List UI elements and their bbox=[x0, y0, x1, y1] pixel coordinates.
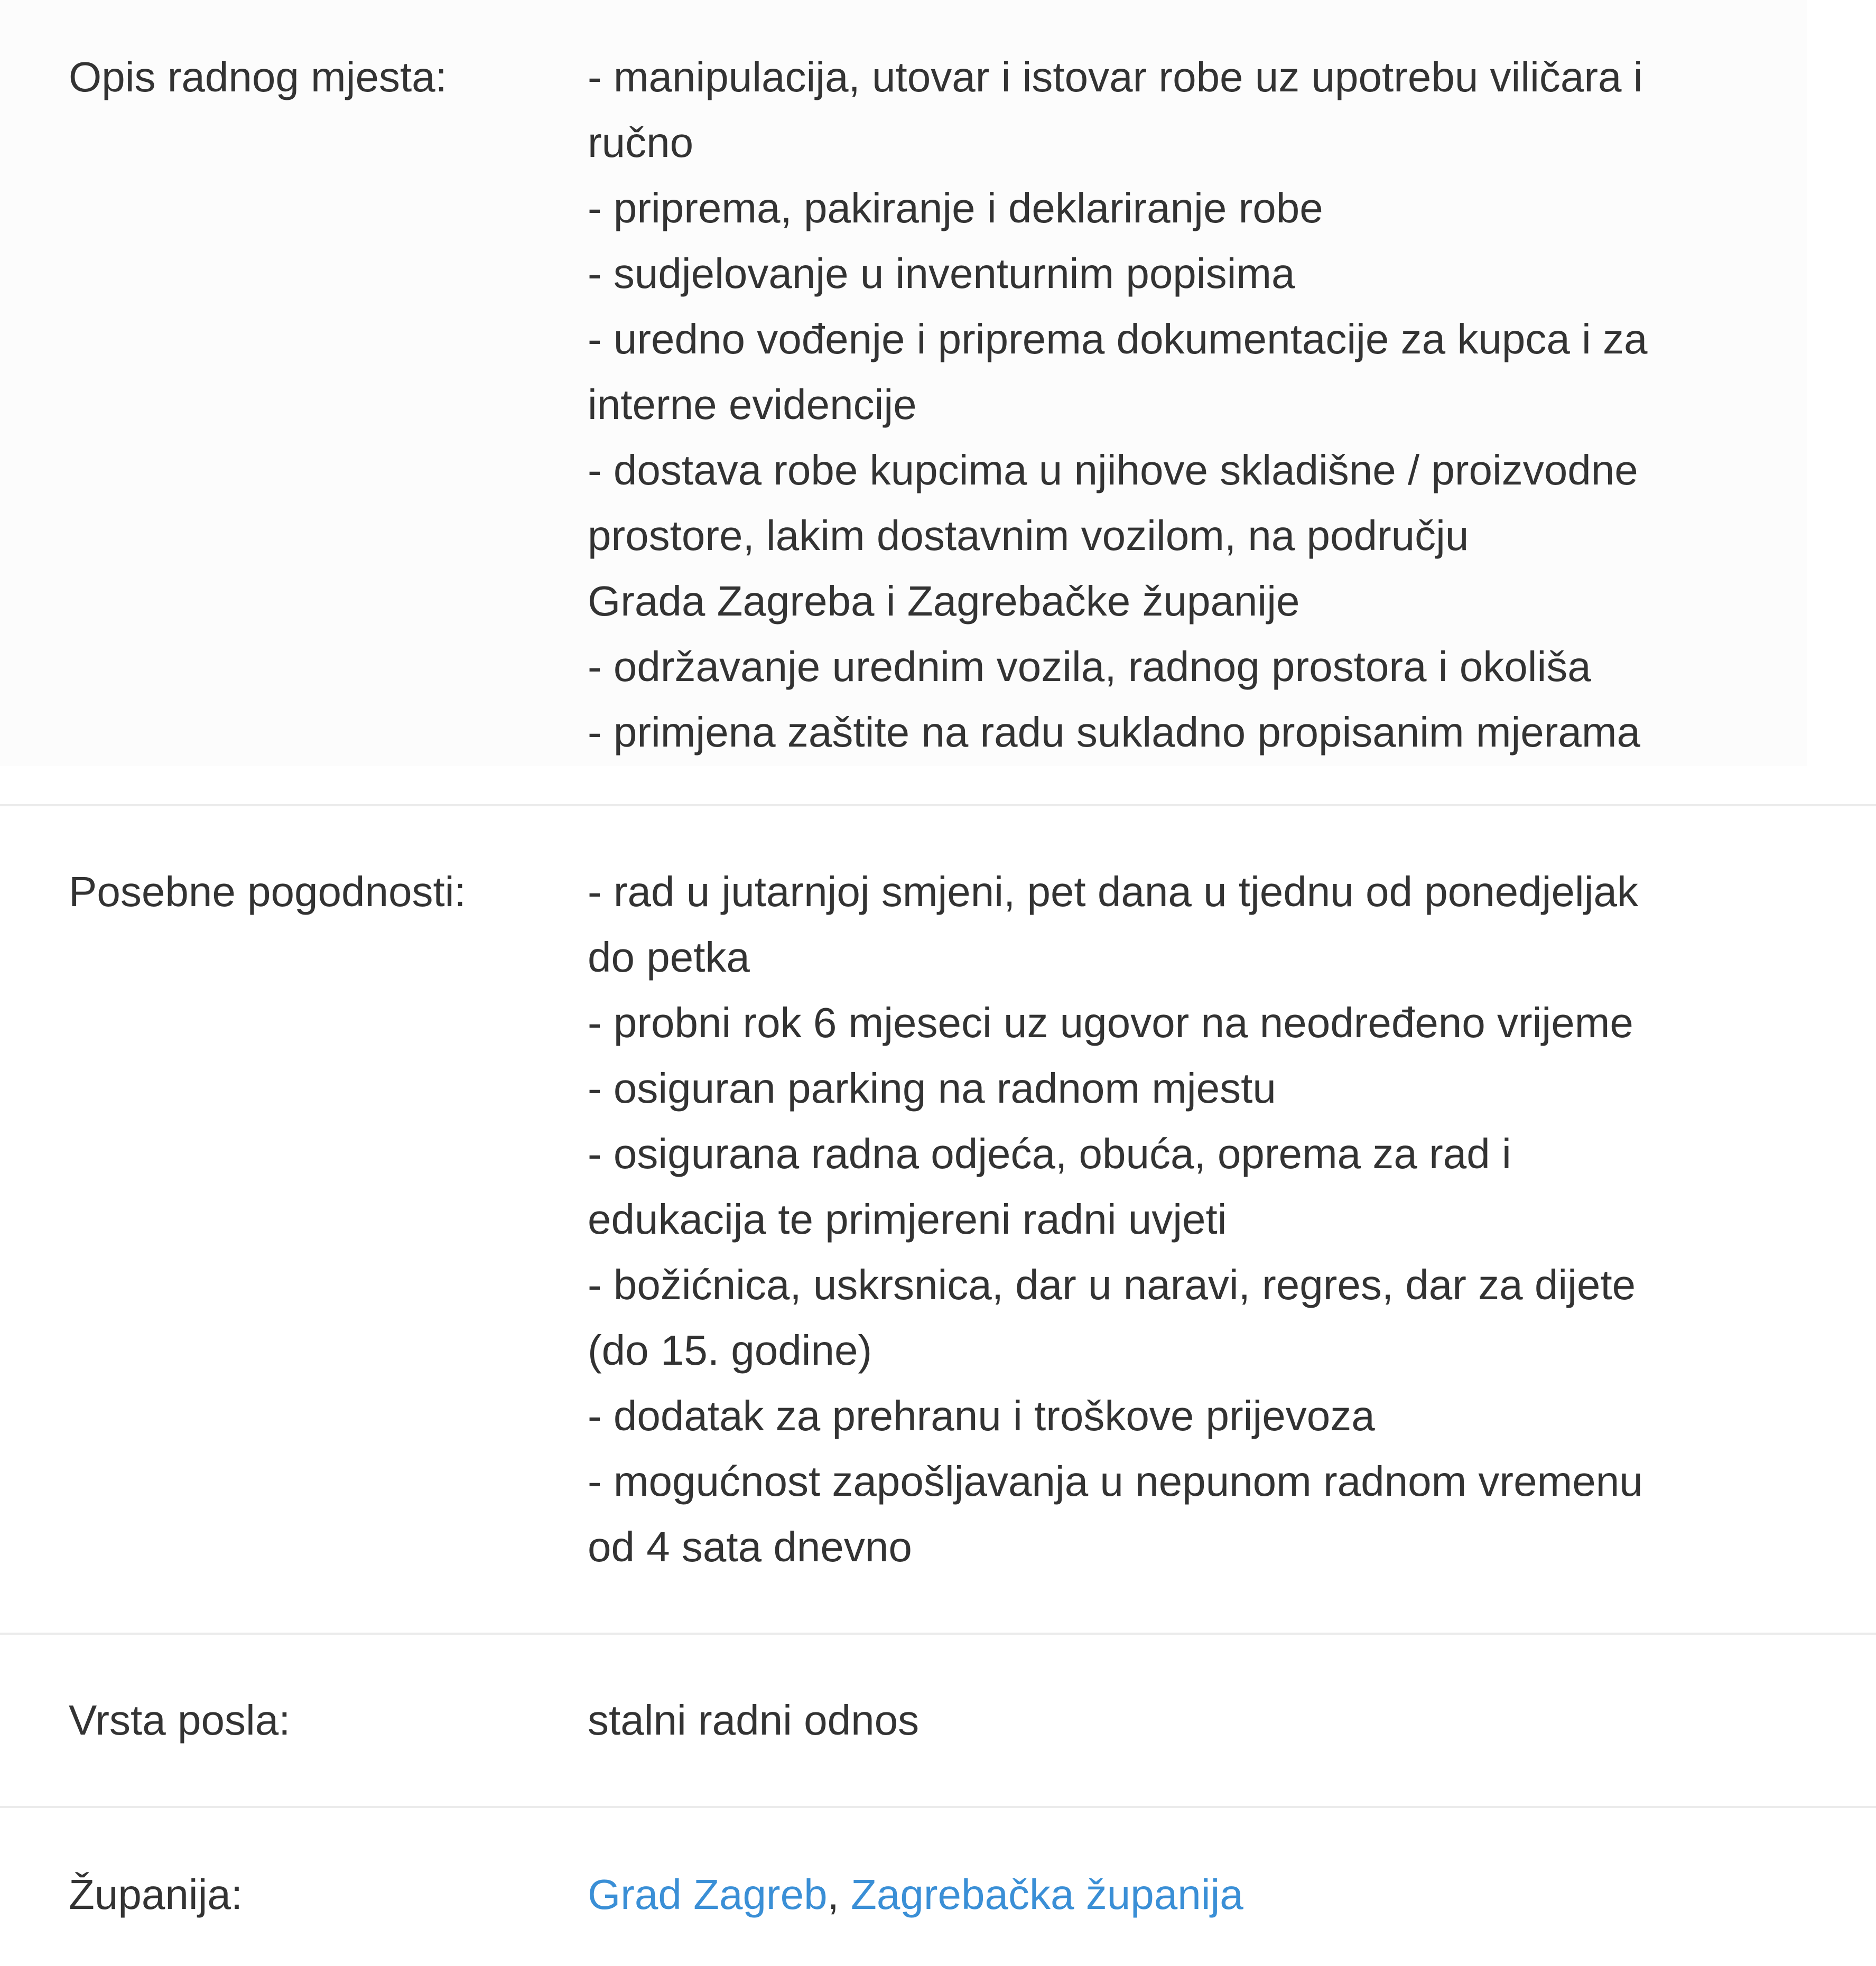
description-line: - priprema, pakiranje i deklariranje robe bbox=[588, 184, 1323, 231]
description-row bbox=[0, 0, 1807, 766]
benefits-line: - osiguran parking na radnom mjestu bbox=[588, 1065, 1276, 1112]
description-line: ručno bbox=[588, 119, 694, 166]
description-label: Opis radnog mjesta: bbox=[69, 53, 447, 100]
benefits-line: (do 15. godine) bbox=[588, 1327, 872, 1374]
county-value bbox=[588, 1862, 1824, 1927]
benefits-value bbox=[588, 859, 1824, 1580]
benefits-label: Posebne pogodnosti: bbox=[69, 868, 466, 915]
benefits-line: - osigurana radna odjeća, obuća, oprema za rad i bbox=[588, 1130, 1511, 1177]
description-line: - manipulacija, utovar i istovar robe uz upotrebu viličara i bbox=[588, 53, 1643, 100]
benefits-line: - probni rok 6 mjeseci uz ugovor na neodređeno vrijeme bbox=[588, 999, 1633, 1046]
description-value bbox=[588, 44, 1824, 765]
description-line: Grada Zagreba i Zagrebačke županije bbox=[588, 577, 1300, 625]
county-link-grad-zagreb[interactable]: Grad Zagreb bbox=[588, 1871, 828, 1918]
description-line: - sudjelovanje u inventurnim popisima bbox=[588, 250, 1295, 297]
benefits-row bbox=[0, 806, 1876, 1635]
description-line: - dostava robe kupcima u njihove skladišne / proizvodne bbox=[588, 446, 1638, 493]
job-type-row bbox=[0, 1635, 1876, 1807]
benefits-line: - božićnica, uskrsnica, dar u naravi, regres, dar za dijete bbox=[588, 1261, 1636, 1308]
benefits-line: - rad u jutarnjoj smjeni, pet dana u tjednu od ponedjeljak bbox=[588, 868, 1638, 915]
benefits-line: do petka bbox=[588, 934, 750, 981]
benefits-line: - mogućnost zapošljavanja u nepunom radnom vremenu bbox=[588, 1458, 1643, 1505]
benefits-line: - dodatak za prehranu i troškove prijevoza bbox=[588, 1392, 1375, 1439]
county-row bbox=[0, 1808, 1876, 1966]
job-type-value: stalni radni odnos bbox=[588, 1697, 920, 1744]
benefits-line: od 4 sata dnevno bbox=[588, 1523, 912, 1570]
county-link-zagrebacka-zupanija[interactable]: Zagrebačka županija bbox=[851, 1871, 1243, 1918]
job-type-label: Vrsta posla: bbox=[69, 1697, 291, 1744]
description-line: - održavanje urednim vozila, radnog prostora i okoliša bbox=[588, 643, 1591, 690]
description-line: - primjena zaštite na radu sukladno propisanim mjerama bbox=[588, 709, 1641, 756]
description-line: interne evidencije bbox=[588, 381, 917, 428]
description-line: prostore, lakim dostavnim vozilom, na području bbox=[588, 512, 1469, 559]
county-separator: , bbox=[827, 1871, 839, 1918]
benefits-line: edukacija te primjereni radni uvjeti bbox=[588, 1196, 1227, 1243]
county-label: Županija: bbox=[69, 1871, 243, 1918]
description-line: - uredno vođenje i priprema dokumentacije za kupca i za bbox=[588, 315, 1648, 362]
